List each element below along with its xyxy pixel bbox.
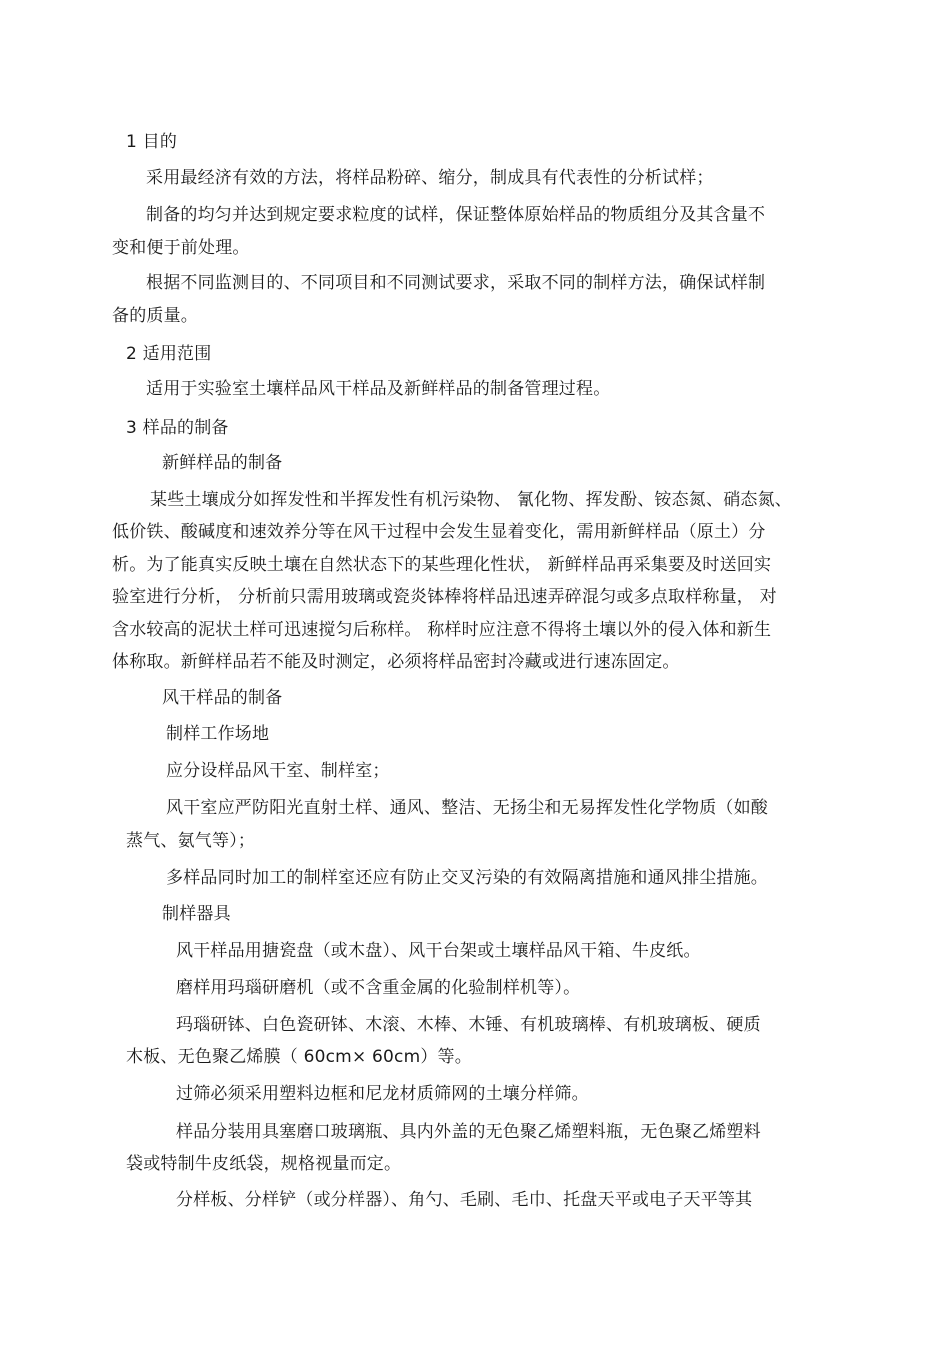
heading-purpose: 1 目的 bbox=[126, 132, 178, 152]
heading-sample-preparation: 3 样品的制备 bbox=[126, 418, 229, 438]
paragraph-line: 多样品同时加工的制样室还应有防止交叉污染的有效隔离措施和通风排尘措施。 bbox=[166, 868, 768, 888]
paragraph-line: 体称取。新鲜样品若不能及时测定，必须将样品密封冷藏或进行速冻固定。 bbox=[112, 652, 680, 672]
paragraph-line: 验室进行分析， 分析前只需用玻璃或瓷炎钵棒将样品迅速弄碎混匀或多点取样称量， 对 bbox=[112, 587, 777, 607]
paragraph-line: 制备的均匀并达到规定要求粒度的试样，保证整体原始样品的物质组分及其含量不 bbox=[146, 205, 766, 225]
subheading-workplace: 制样工作场地 bbox=[166, 724, 270, 744]
subheading-tools: 制样器具 bbox=[162, 904, 231, 924]
heading-scope: 2 适用范围 bbox=[126, 344, 212, 364]
paragraph-line: 低价铁、酸碱度和速效养分等在风干过程中会发生显着变化，需用新鲜样品（原土）分 bbox=[112, 522, 766, 542]
paragraph-line: 样品分装用具塞磨口玻璃瓶、具内外盖的无色聚乙烯塑料瓶，无色聚乙烯塑料 bbox=[176, 1122, 761, 1142]
paragraph-line: 分样板、分样铲（或分样器）、角勺、毛刷、毛巾、托盘天平或电子天平等其 bbox=[176, 1190, 753, 1210]
paragraph-line: 风干样品用搪瓷盘（或木盘）、风干台架或土壤样品风干箱、牛皮纸。 bbox=[176, 941, 701, 961]
paragraph-line: 袋或特制牛皮纸袋，规格视量而定。 bbox=[126, 1154, 402, 1174]
paragraph-line: 析。为了能真实反映土壤在自然状态下的某些理化性状， 新鲜样品再采集要及时送回实 bbox=[112, 555, 772, 575]
subheading-fresh-sample: 新鲜样品的制备 bbox=[162, 453, 283, 473]
paragraph-line: 变和便于前处理。 bbox=[112, 238, 250, 258]
paragraph-line: 磨样用玛瑙研磨机（或不含重金属的化验制样机等）。 bbox=[176, 978, 581, 998]
paragraph-line: 备的质量。 bbox=[112, 306, 198, 326]
paragraph-line: 木板、无色聚乙烯膜（ 60cm× 60cm）等。 bbox=[126, 1047, 472, 1067]
paragraph-line: 玛瑙研钵、白色瓷研钵、木滚、木棒、木锤、有机玻璃棒、有机玻璃板、硬质 bbox=[176, 1015, 761, 1035]
paragraph-line: 采用最经济有效的方法，将样品粉碎、缩分，制成具有代表性的分析试样； bbox=[146, 168, 714, 188]
paragraph-line: 含水较高的泥状土样可迅速搅匀后称样。 称样时应注意不得将土壤以外的侵入体和新生 bbox=[112, 620, 772, 640]
paragraph-line: 过筛必须采用塑料边框和尼龙材质筛网的土壤分样筛。 bbox=[176, 1084, 589, 1104]
subheading-air-dried-sample: 风干样品的制备 bbox=[162, 688, 283, 708]
paragraph-line: 应分设样品风干室、制样室； bbox=[166, 761, 390, 781]
paragraph-line: 适用于实验室土壤样品风干样品及新鲜样品的制备管理过程。 bbox=[146, 379, 611, 399]
paragraph-line: 某些土壤成分如挥发性和半挥发性有机污染物、 氰化物、挥发酚、铵态氮、硝态氮、 bbox=[150, 490, 793, 510]
paragraph-line: 蒸气、氨气等）； bbox=[126, 831, 256, 851]
paragraph-line: 风干室应严防阳光直射土样、通风、整洁、无扬尘和无易挥发性化学物质（如酸 bbox=[166, 798, 768, 818]
paragraph-line: 根据不同监测目的、不同项目和不同测试要求，采取不同的制样方法，确保试样制 bbox=[146, 273, 766, 293]
